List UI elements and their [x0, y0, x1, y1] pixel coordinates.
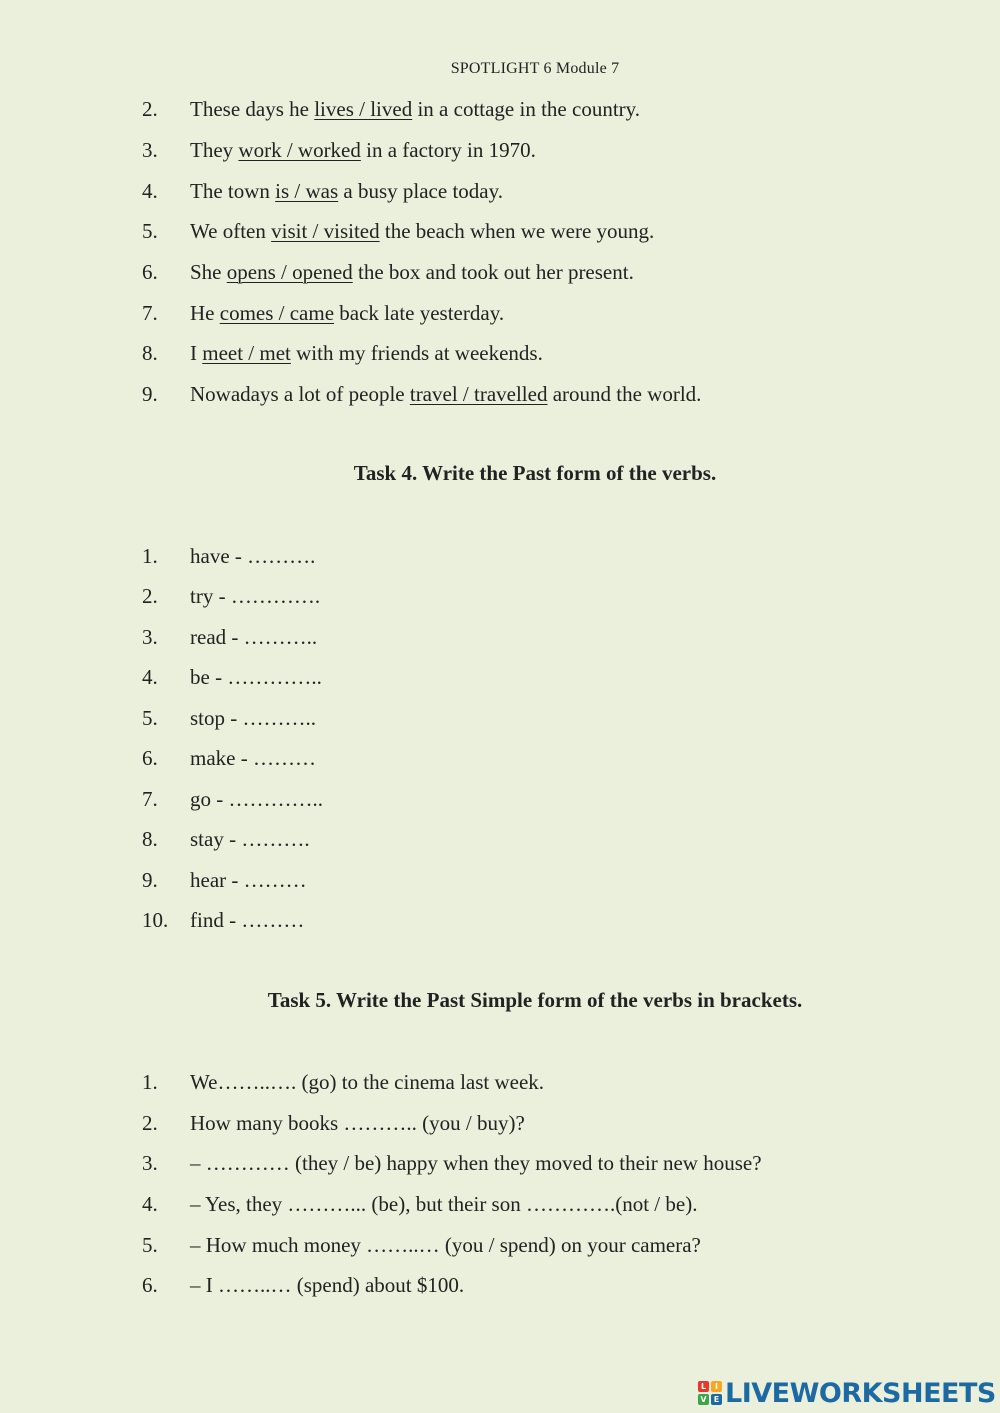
item-number: 5.: [142, 706, 158, 730]
answer-blank[interactable]: be - …………..: [190, 665, 322, 689]
answer-blank[interactable]: We……..…. (go) to the cinema last week.: [190, 1070, 545, 1094]
item-number: 1.: [142, 1070, 158, 1094]
item-number: 4.: [142, 1192, 158, 1216]
answer-blank[interactable]: try - ………….: [190, 584, 321, 608]
choice-underlined[interactable]: lives / lived: [314, 97, 413, 121]
choice-underlined[interactable]: travel / travelled: [409, 382, 548, 406]
item-number: 2.: [142, 584, 158, 608]
item-number: 4.: [142, 179, 158, 203]
choice-underlined[interactable]: opens / opened: [226, 260, 353, 284]
logo-mark-cell: L: [698, 1381, 709, 1392]
answer-blank[interactable]: go - …………..: [190, 787, 323, 811]
answer-blank[interactable]: – I ……..… (spend) about $100.: [190, 1273, 465, 1297]
item-text: They work / worked in a factory in 1970.: [190, 138, 536, 162]
item-text: The town is / was a busy place today.: [190, 179, 503, 203]
logo-mark-cell: I: [711, 1381, 722, 1392]
answer-blank[interactable]: How many books ……….. (you / buy)?: [190, 1111, 525, 1135]
item-number: 8.: [142, 341, 158, 365]
item-number: 7.: [142, 787, 158, 811]
item-number: 4.: [142, 665, 158, 689]
choice-underlined[interactable]: visit / visited: [271, 219, 380, 243]
item-number: 3.: [142, 625, 158, 649]
item-number: 9.: [142, 382, 158, 406]
item-number: 5.: [142, 219, 158, 243]
answer-blank[interactable]: have - ……….: [190, 544, 316, 568]
item-number: 6.: [142, 1273, 158, 1297]
logo-mark-icon: [698, 1381, 722, 1405]
item-number: 1.: [142, 544, 158, 568]
task5-title: Task 5. Write the Past Simple form of the verbs in brackets.: [267, 988, 803, 1012]
item-number: 3.: [142, 138, 158, 162]
answer-blank[interactable]: find - ………: [190, 908, 305, 932]
answer-blank[interactable]: – ………… (they / be) happy when they moved to their new house?: [190, 1151, 762, 1175]
choice-underlined[interactable]: comes / came: [219, 301, 335, 325]
item-text: I meet / met with my friends at weekends.: [190, 341, 543, 365]
item-text: He comes / came back late yesterday.: [190, 301, 505, 325]
logo-mark-cell: E: [711, 1394, 722, 1405]
liveworksheets-logo[interactable]: [698, 1376, 996, 1410]
answer-blank[interactable]: read - ………..: [190, 625, 318, 649]
choice-underlined[interactable]: is / was: [275, 179, 339, 203]
answer-blank[interactable]: stop - ………..: [190, 706, 316, 730]
choice-underlined[interactable]: work / worked: [238, 138, 361, 162]
item-number: 10.: [142, 908, 169, 932]
item-text: She opens / opened the box and took out her present.: [190, 260, 634, 284]
item-number: 8.: [142, 827, 158, 851]
item-number: 7.: [142, 301, 158, 325]
item-number: 2.: [142, 1111, 158, 1135]
answer-blank[interactable]: – How much money ……..… (you / spend) on your camera?: [190, 1233, 701, 1257]
logo-mark-cell: V: [698, 1394, 709, 1405]
answer-blank[interactable]: stay - ……….: [190, 827, 310, 851]
item-text: We often visit / visited the beach when we were young.: [190, 219, 655, 243]
item-number: 6.: [142, 260, 158, 284]
answer-blank[interactable]: hear - ………: [190, 868, 307, 892]
item-number: 2.: [142, 97, 158, 121]
page-header: SPOTLIGHT 6 Module 7: [450, 60, 620, 77]
item-text: These days he lives / lived in a cottage in the country.: [190, 97, 641, 121]
item-text: Nowadays a lot of people travel / travelled around the world.: [190, 382, 702, 406]
item-number: 5.: [142, 1233, 158, 1257]
logo-text: LIVEWORKSHEETS: [725, 1377, 996, 1409]
answer-blank[interactable]: make - ………: [190, 746, 316, 770]
choice-underlined[interactable]: meet / met: [202, 341, 291, 365]
item-number: 6.: [142, 746, 158, 770]
item-number: 3.: [142, 1151, 158, 1175]
item-number: 9.: [142, 868, 158, 892]
answer-blank[interactable]: – Yes, they ………... (be), but their son ………….(not / be).: [190, 1192, 698, 1216]
task4-title: Task 4. Write the Past form of the verbs.: [353, 461, 717, 485]
